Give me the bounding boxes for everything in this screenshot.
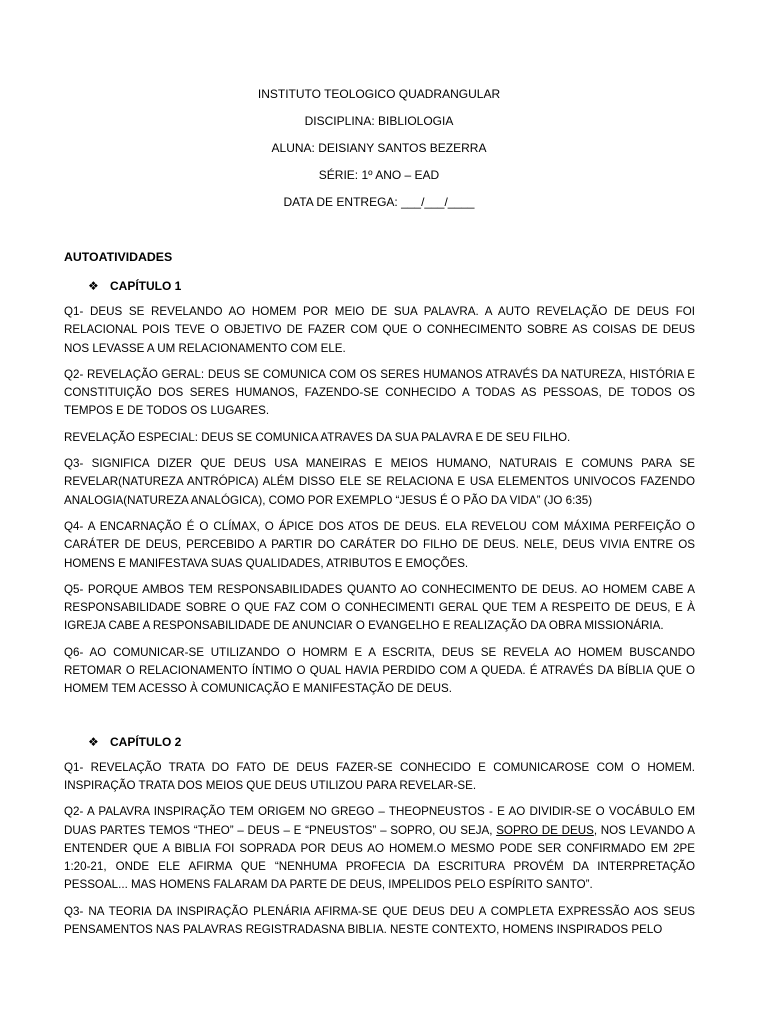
chapter-2-q1: Q1- REVELAÇÃO TRATA DO FATO DE DEUS FAZER-SE CONHECIDO E COMUNICAROSE COM O HOMEM. INSPIRAÇÃO TRATA DOS MEIOS QUE DEUS UTILIZOU PARA REVELAR-SE.: [64, 760, 695, 792]
chapter-1-q2-general: Q2- REVELAÇÃO GERAL: DEUS SE COMUNICA COM OS SERES HUMANOS ATRAVÉS DA NATUREZA, HISTÓRIA E CONSTITUIÇÃO DOS SERES HUMANOS, FAZENDO-SE CONHECIDO A TODAS AS PESSOAS, DE TODOS OS TEMPOS E DE TODOS OS LUGARES.: [64, 367, 695, 418]
chapter-1-q1: Q1- DEUS SE REVELANDO AO HOMEM POR MEIO DE SUA PALAVRA. A AUTO REVELAÇÃO DE DEUS FOI RELACIONAL POIS TEVE O OBJETIVO DE FAZER COM QUE O CONHECIMENTO SOBRE AS COISAS DE DEUS NOS LEVASSE A UM RELACIONAMENTO COM ELE.: [64, 305, 695, 355]
chapter-1-q4: Q4- A ENCARNAÇÃO É O CLÍMAX, O ÁPICE DOS ATOS DE DEUS. ELA REVELOU COM MÁXIMA PERFEIÇÃO O CARÁTER DE DEUS, PERCEBIDO A PARTIR DO CARÁTER DO FILHO DE DEUS. NELE, DEUS VIVIA ENTRE OS HOMENS E MANIFESTAVA SUAS QUALIDADES, ATRIBUTOS E EMOÇÕES.: [64, 519, 695, 570]
chapter-1-q6: Q6- AO COMUNICAR-SE UTILIZANDO O HOMRM E A ESCRITA, DEUS SE REVELA AO HOMEM BUSCANDO RETOMAR O RELACIONAMENTO ÍNTIMO O QUAL HAVIA PERDIDO COM A QUEDA. É ATRAVÉS DA BÍBLIA QUE O HOMEM TEM ACESSO À COMUNICAÇÃO E MANIFESTAÇÃO DE DEUS.: [64, 645, 695, 696]
diamond-bullet-icon: ❖: [88, 279, 99, 293]
chapter-1-q5: Q5- PORQUE AMBOS TEM RESPONSABILIDADES QUANTO AO CONHECIMENTO DE DEUS. AO HOMEM CABE A RESPONSABILIDADE SOBRE O QUE FAZ COM O CONHECIMENTI GERAL QUE TEM A RESPEITO DE DEUS, E À IGREJA CABE A RESPONSABILIDADE DE ANUNCIAR O EVANGELHO E REALIZAÇÃO DA OBRA MISSIONÁRIA.: [64, 582, 695, 633]
q2-text-after: , NOS LEVANDO A ENTENDER QUE A BIBLIA FOI SOPRADA POR DEUS AO HOMEM.O MESMO PODE SER CONFIRMADO EM 2PE 1:20-21, ONDE ELE AFIRMA QUE “NENHUMA PROFECIA DA ESCRITURA PROVÉM DA INTERPRETAÇÃO PESSOAL... MAS HOMENS FALARAM DA PARTE DE DEUS, IMPELIDOS PELO ESPÍRITO SANTO”.: [64, 823, 696, 892]
chapter-2-q3: Q3- NA TEORIA DA INSPIRAÇÃO PLENÁRIA AFIRMA-SE QUE DEUS DEU A COMPLETA EXPRESSÃO AOS SEUS PENSAMENTOS NAS PALAVRAS REGISTRADASNA BIBLIA. NESTE CONTEXTO, HOMENS INSPIRADOS PELO: [64, 904, 695, 937]
chapter-2-q2: [64, 803, 695, 894]
institute-name: INSTITUTO TEOLOGICO QUADRANGULAR: [257, 87, 501, 101]
q2-text-before: Q2- A PALAVRA INSPIRAÇÃO TEM ORIGEM NO GREGO – THEOPNEUSTOS - E AO DIVIDIR-SE O VOCÁBULO EM DUAS PARTES TEMOS “THEO” – DEUS – E “PNEUSTOS” – SOPRO, OU SEJA,: [64, 805, 695, 837]
chapter-2-title: CAPÍTULO 2: [110, 734, 182, 749]
chapter-1-q3: Q3- SIGNIFICA DIZER QUE DEUS USA MANEIRAS E MEIOS HUMANO, NATURAIS E COMUNS PARA SE REVELAR(NATUREZA ANTRÓPICA) ALÉM DISSO ELE SE RELACIONA E USA ELEMENTOS UNIVOCOS FAZENDO ANALOGIA(NATUREZA ANALÓGICA), COMO POR EXEMPLO “JESUS É O PÃO DA VIDA” (JO 6:35): [64, 457, 695, 507]
section-title: AUTOATIVIDADES: [64, 250, 173, 264]
chapter-1-heading: [88, 277, 695, 295]
document-header: [0, 85, 758, 220]
chapter-1-title: CAPÍTULO 1: [110, 279, 182, 293]
chapter-2-heading: [88, 733, 695, 751]
chapter-1-q2-special: REVELAÇÃO ESPECIAL: DEUS SE COMUNICA ATRAVES DA SUA PALAVRA E DE SEU FILHO.: [64, 430, 571, 444]
due-date-line: DATA DE ENTREGA: ___/___/____: [283, 195, 475, 209]
student-line: ALUNA: DEISIANY SANTOS BEZERRA: [271, 141, 487, 155]
series-line: SÉRIE: 1º ANO – EAD: [318, 168, 440, 182]
q2-underlined-phrase: SOPRO DE DEUS: [496, 823, 594, 837]
diamond-bullet-icon: ❖: [88, 734, 99, 749]
document-body: [64, 248, 695, 947]
section-spacer: [64, 707, 695, 733]
discipline-line: DISCIPLINA: BIBLIOLOGIA: [304, 114, 454, 128]
